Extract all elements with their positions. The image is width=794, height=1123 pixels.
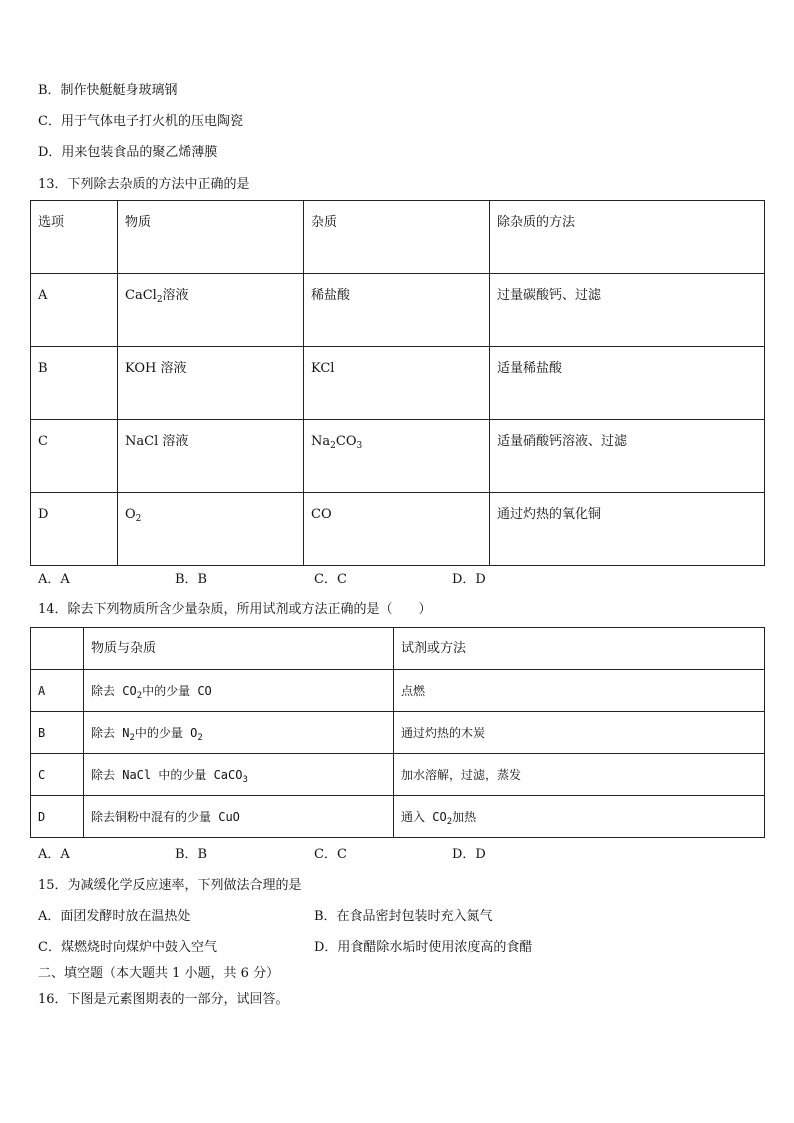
formula-subscript: 2	[136, 690, 143, 701]
formula-subscript: 3	[356, 441, 363, 451]
choice-d[interactable]: D．用食醋除水垢时使用浓度高的食醋	[314, 940, 533, 955]
option-d-text: D．用来包装食品的聚乙烯薄膜	[38, 145, 218, 160]
row-item	[84, 725, 393, 741]
method-text: 通入 CO	[401, 809, 447, 824]
row-method: 通过灼热的氧化铜	[497, 507, 602, 522]
row-option: A	[38, 683, 46, 698]
q16-stem: 16．下图是元素图期表的一部分，试回答。	[38, 992, 289, 1007]
table-row	[31, 670, 765, 712]
table-header-row	[31, 201, 765, 274]
q13-table	[30, 200, 765, 566]
formula-main: O	[125, 507, 136, 522]
row-substance: NaCl 溶液	[125, 434, 189, 449]
table-row	[31, 796, 765, 838]
formula-subscript: 2	[197, 732, 203, 743]
row-method	[394, 809, 764, 825]
row-option: D	[38, 809, 46, 824]
header-item: 物质与杂质	[91, 640, 157, 656]
table-row	[31, 420, 765, 493]
choice-c[interactable]: C．C	[314, 572, 347, 587]
row-substance	[118, 274, 303, 304]
row-item: 除去铜粉中混有的少量 CuO	[91, 809, 240, 824]
row-option: D	[38, 507, 49, 522]
item-text: 中的少量 O	[134, 725, 198, 740]
row-option: B	[38, 361, 48, 376]
choice-c[interactable]: C．煤燃烧时向煤炉中鼓入空气	[38, 940, 217, 955]
header-impurity: 杂质	[311, 215, 338, 230]
formula-subscript: 2	[135, 514, 142, 524]
row-method: 过量碳酸钙、过滤	[497, 288, 602, 303]
row-method: 加水溶解，过滤，蒸发	[401, 767, 522, 782]
row-option: C	[38, 434, 48, 449]
choice-b[interactable]: B．在食品密封包装时充入氮气	[314, 909, 493, 924]
section-heading: 二、填空题（本大题共 1 小题，共 6 分）	[38, 966, 280, 981]
row-option: C	[38, 767, 46, 782]
choice-d[interactable]: D．D	[452, 847, 486, 862]
row-substance	[118, 493, 303, 523]
choice-b[interactable]: B．B	[175, 847, 208, 862]
choice-c[interactable]: C．C	[314, 847, 347, 862]
header-method: 除杂质的方法	[497, 215, 576, 230]
formula-main: Na	[311, 434, 331, 449]
choice-a[interactable]: A．A	[38, 572, 70, 587]
q14-stem: 14．除去下列物质所含少量杂质，所用试剂或方法正确的是（ ）	[38, 602, 432, 617]
header-option: 选项	[38, 215, 65, 230]
table-row	[31, 712, 765, 754]
item-text: 除去 CO	[91, 683, 137, 698]
item-text: 中的少量 CO	[142, 683, 212, 698]
formula-tail: CO	[335, 434, 357, 449]
row-item	[84, 683, 393, 699]
formula-tail: 溶液	[162, 288, 189, 303]
table-row	[31, 347, 765, 420]
choice-b[interactable]: B．B	[175, 572, 208, 587]
table-row	[31, 274, 765, 347]
q14-table	[30, 627, 765, 838]
option-c-text: C．用于气体电子打火机的压电陶瓷	[38, 114, 243, 129]
item-text: 除去 N	[91, 725, 130, 740]
row-item	[84, 767, 393, 783]
header-substance: 物质	[125, 215, 152, 230]
row-substance: KOH 溶液	[125, 361, 187, 376]
formula-subscript: 2	[129, 732, 135, 743]
row-impurity: CO	[311, 507, 332, 522]
formula-subscript: 2	[156, 295, 163, 305]
item-text: 除去 NaCl 中的少量 CaCO	[91, 767, 243, 782]
choice-d[interactable]: D．D	[452, 572, 486, 587]
row-option: A	[38, 288, 48, 303]
q15-stem: 15．为减缓化学反应速率，下列做法合理的是	[38, 878, 302, 893]
q13-stem: 13．下列除去杂质的方法中正确的是	[38, 177, 250, 192]
formula-subscript: 2	[330, 441, 336, 451]
row-impurity	[304, 420, 489, 450]
row-method: 通过灼热的木炭	[401, 725, 486, 740]
table-row	[31, 754, 765, 796]
row-impurity: 稀盐酸	[311, 288, 351, 303]
option-b-text: B．制作快艇艇身玻璃钢	[38, 83, 178, 98]
method-text: 加热	[452, 809, 477, 824]
formula-subscript: 2	[446, 816, 453, 827]
header-method: 试剂或方法	[401, 640, 467, 656]
choice-a[interactable]: A．面团发酵时放在温热处	[38, 909, 191, 924]
row-method: 适量稀盐酸	[497, 361, 563, 376]
formula-subscript: 3	[242, 774, 248, 785]
formula-main: CaCl	[125, 288, 157, 303]
row-impurity: KCl	[311, 361, 335, 376]
row-method: 点燃	[401, 683, 426, 698]
row-option: B	[38, 725, 46, 740]
table-header-row	[31, 628, 765, 670]
row-method: 适量硝酸钙溶液、过滤	[497, 434, 628, 449]
choice-a[interactable]: A．A	[38, 847, 70, 862]
table-row	[31, 493, 765, 566]
